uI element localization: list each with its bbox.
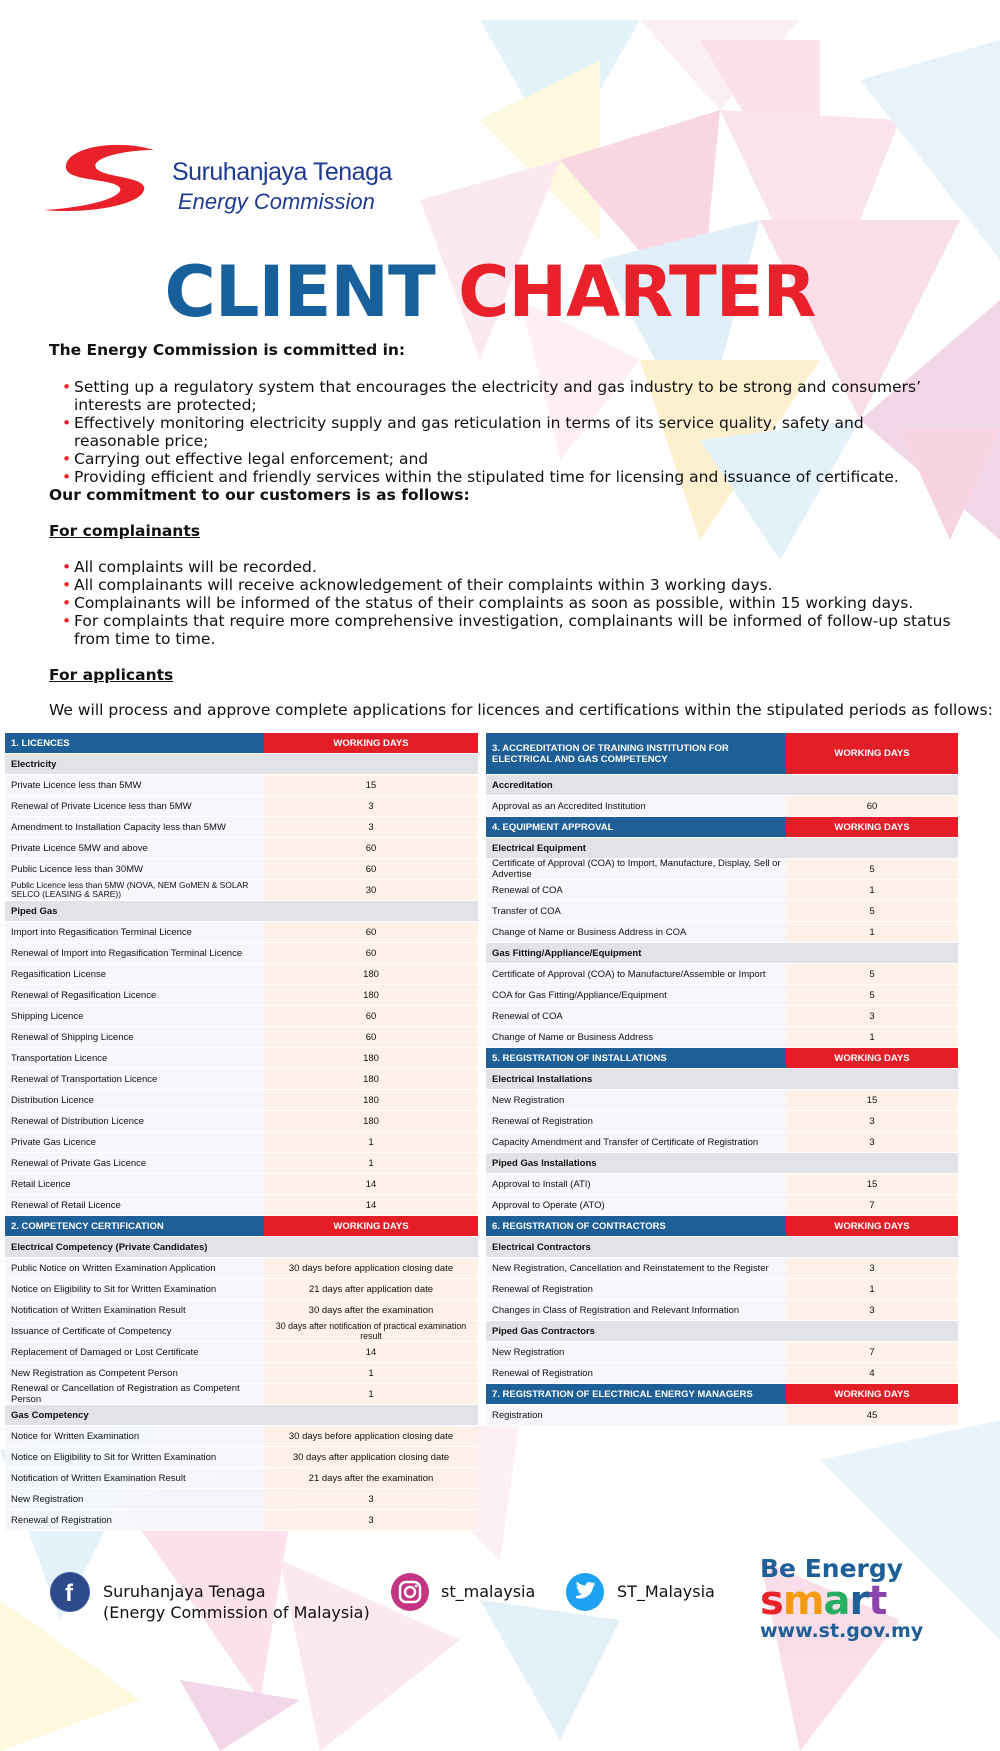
working-days-value: 180	[264, 985, 478, 1005]
section-header-row	[486, 817, 958, 838]
facebook-name[interactable]: Suruhanjaya Tenaga	[103, 1582, 266, 1601]
table-row	[486, 1006, 958, 1027]
working-days-value: 180	[264, 1090, 478, 1110]
working-days-value: 3	[786, 1300, 958, 1320]
table-row	[486, 1405, 958, 1426]
service-label: Renewal of Private Licence less than 5MW	[5, 796, 264, 816]
table-row	[5, 859, 478, 880]
table-row	[5, 1111, 478, 1132]
service-label: Renewal of Distribution Licence	[5, 1111, 264, 1131]
table-row	[5, 1006, 478, 1027]
smart-text	[760, 1578, 940, 1624]
working-days-value: 5	[786, 859, 958, 879]
working-days-value: 3	[786, 1111, 958, 1131]
section-title: 7. REGISTRATION OF ELECTRICAL ENERGY MANAGERS	[486, 1384, 786, 1404]
service-label: Import into Regasification Terminal Licence	[5, 922, 264, 942]
subsection-row	[486, 1069, 958, 1090]
logo-name-en: Energy Commission	[178, 189, 375, 214]
working-days-value: 3	[264, 796, 478, 816]
section-title: 5. REGISTRATION OF INSTALLATIONS	[486, 1048, 786, 1068]
service-label: Renewal of Import into Regasification Terminal Licence	[5, 943, 264, 963]
working-days-value: 30 days before application closing date	[264, 1426, 478, 1446]
be-energy-text: Be Energy	[760, 1554, 904, 1583]
smart-letter: t	[868, 1578, 887, 1624]
intro-bullet: • Effectively monitoring electricity supply and gas reticulation in terms of its service quality, safety and reasonable price;	[62, 414, 952, 450]
instagram-icon[interactable]	[390, 1572, 430, 1612]
service-label: Amendment to Installation Capacity less than 5MW	[5, 817, 264, 837]
section-title: 1. LICENCES	[5, 733, 264, 753]
facebook-subname[interactable]: (Energy Commission of Malaysia)	[103, 1603, 370, 1622]
subsection-title: Electrical Installations	[486, 1069, 958, 1089]
table-row	[5, 880, 478, 901]
table-row	[486, 1111, 958, 1132]
applicants-heading: For applicants	[49, 666, 174, 684]
table-row	[5, 775, 478, 796]
working-days-value: 30	[264, 880, 478, 900]
facebook-icon[interactable]	[50, 1572, 90, 1612]
table-row	[486, 1279, 958, 1300]
subsection-row	[486, 1321, 958, 1342]
working-days-value: 3	[264, 817, 478, 837]
working-days-value: 1	[264, 1384, 478, 1404]
service-label: Renewal of Registration	[486, 1363, 786, 1383]
service-label: New Registration	[486, 1342, 786, 1362]
table-row	[486, 985, 958, 1006]
working-days-value: 180	[264, 1069, 478, 1089]
service-label: New Registration, Cancellation and Reinstatement to the Register	[486, 1258, 786, 1278]
working-days-value: 30 days after notification of practical examination result	[264, 1321, 478, 1341]
table-row	[486, 1132, 958, 1153]
working-days-value: 14	[264, 1195, 478, 1215]
service-label: Approval to Install (ATI)	[486, 1174, 786, 1194]
section-header-row	[486, 733, 958, 775]
twitter-icon[interactable]	[565, 1572, 605, 1612]
page-title	[0, 252, 980, 332]
complainants-heading: For complainants	[49, 522, 200, 540]
service-label: Distribution Licence	[5, 1090, 264, 1110]
subsection-title: Piped Gas Installations	[486, 1153, 958, 1173]
service-label: Private Licence 5MW and above	[5, 838, 264, 858]
be-energy-smart-logo	[760, 1556, 940, 1642]
working-days-header: WORKING DAYS	[264, 1216, 478, 1236]
service-label: Renewal of Transportation Licence	[5, 1069, 264, 1089]
working-days-value: 30 days after application closing date	[264, 1447, 478, 1467]
subsection-row	[486, 1237, 958, 1258]
working-days-header: WORKING DAYS	[786, 1048, 958, 1068]
complainant-bullet: • For complaints that require more comprehensive investigation, complainants will be informed of follow-up status from time to time.	[62, 612, 952, 648]
table-row	[5, 796, 478, 817]
service-label: Public Licence less than 30MW	[5, 859, 264, 879]
complainant-bullet: • Complainants will be informed of the status of their complaints as soon as possible, within 15 working days.	[62, 594, 952, 612]
subsection-row	[5, 754, 478, 775]
working-days-value: 5	[786, 964, 958, 984]
table-row	[5, 1258, 478, 1279]
table-row	[5, 1384, 478, 1405]
working-days-value: 60	[786, 796, 958, 816]
working-days-value: 21 days after application date	[264, 1279, 478, 1299]
section-title: 2. COMPETENCY CERTIFICATION	[5, 1216, 264, 1236]
energy-commission-logo	[44, 142, 424, 220]
subsection-title: Piped Gas	[5, 901, 478, 921]
subsection-title: Electrical Equipment	[486, 838, 958, 858]
working-days-value: 180	[264, 1048, 478, 1068]
table-row	[5, 1426, 478, 1447]
subsection-title: Electrical Competency (Private Candidates)	[5, 1237, 478, 1257]
working-days-value: 15	[786, 1090, 958, 1110]
table-row	[5, 1132, 478, 1153]
working-days-value: 15	[786, 1174, 958, 1194]
service-label: New Registration	[5, 1489, 264, 1509]
service-label: Private Licence less than 5MW	[5, 775, 264, 795]
section-title: 3. ACCREDITATION OF TRAINING INSTITUTION FOR ELECTRICAL AND GAS COMPETENCY	[486, 733, 786, 774]
working-days-value: 1	[786, 1279, 958, 1299]
working-days-header: WORKING DAYS	[786, 733, 958, 774]
working-days-value: 3	[786, 1258, 958, 1278]
working-days-value: 1	[786, 922, 958, 942]
working-days-value: 7	[786, 1195, 958, 1215]
working-days-value: 30 days before application closing date	[264, 1258, 478, 1278]
service-label: Retail Licence	[5, 1174, 264, 1194]
smart-letter: m	[782, 1578, 824, 1624]
table-row	[486, 880, 958, 901]
table-row	[5, 1048, 478, 1069]
working-days-value: 1	[264, 1363, 478, 1383]
subsection-title: Accreditation	[486, 775, 958, 795]
working-days-value: 15	[264, 775, 478, 795]
working-days-header: WORKING DAYS	[786, 1384, 958, 1404]
subsection-row	[5, 1237, 478, 1258]
smart-letter: s	[760, 1578, 783, 1624]
subsection-title: Gas Competency	[5, 1405, 478, 1425]
working-days-header: WORKING DAYS	[264, 733, 478, 753]
service-label: Changes in Class of Registration and Relevant Information	[486, 1300, 786, 1320]
intro-bullet-list	[62, 378, 952, 486]
smart-letter: r	[849, 1578, 869, 1624]
logo-name-ms: Suruhanjaya Tenaga	[172, 158, 392, 186]
table-row	[486, 1195, 958, 1216]
working-days-value: 21 days after the examination	[264, 1468, 478, 1488]
table-row	[5, 1090, 478, 1111]
table-row	[5, 1447, 478, 1468]
table-row	[486, 1342, 958, 1363]
table-row	[5, 1069, 478, 1090]
working-days-value: 60	[264, 922, 478, 942]
working-days-value: 60	[264, 838, 478, 858]
intro-bullet: • Setting up a regulatory system that encourages the electricity and gas industry to be strong and consumers’ interests are protected;	[62, 378, 952, 414]
service-label: Renewal of Shipping Licence	[5, 1027, 264, 1047]
table-row	[5, 1174, 478, 1195]
subsection-row	[486, 775, 958, 796]
table-row	[486, 964, 958, 985]
working-days-value: 1	[786, 1027, 958, 1047]
title-client: CLIENT	[164, 251, 435, 333]
service-label: Renewal of Regasification Licence	[5, 985, 264, 1005]
table-row	[5, 1510, 478, 1531]
service-label: Renewal or Cancellation of Registration as Competent Person	[5, 1384, 264, 1404]
service-label: Renewal of Private Gas Licence	[5, 1153, 264, 1173]
working-days-value: 14	[264, 1342, 478, 1362]
service-label: Approval as an Accredited Institution	[486, 796, 786, 816]
complainants-bullet-list	[62, 558, 952, 648]
service-label: Renewal of Retail Licence	[5, 1195, 264, 1215]
complainant-bullet: • All complaints will be recorded.	[62, 558, 952, 576]
intro-bullet: • Carrying out effective legal enforcement; and	[62, 450, 952, 468]
table-row	[5, 1195, 478, 1216]
working-days-value: 30 days after the examination	[264, 1300, 478, 1320]
table-row	[486, 1363, 958, 1384]
subsection-title: Electricity	[5, 754, 478, 774]
service-label: Notice on Eligibility to Sit for Written Examination	[5, 1447, 264, 1467]
working-days-value: 5	[786, 901, 958, 921]
working-days-value: 1	[264, 1132, 478, 1152]
subsection-row	[5, 901, 478, 922]
working-days-header: WORKING DAYS	[786, 1216, 958, 1236]
section-header-row	[5, 733, 478, 754]
svg-text:f: f	[65, 1580, 73, 1607]
service-label: Notice for Written Examination	[5, 1426, 264, 1446]
service-label: Renewal of COA	[486, 880, 786, 900]
table-row	[5, 1342, 478, 1363]
table-row	[5, 838, 478, 859]
table-row	[486, 1300, 958, 1321]
service-label: Public Notice on Written Examination Application	[5, 1258, 264, 1278]
table-row	[5, 1489, 478, 1510]
table-row	[5, 1027, 478, 1048]
right-working-days-table	[486, 733, 958, 1426]
intro-heading: The Energy Commission is committed in:	[49, 341, 406, 359]
title-charter: CHARTER	[458, 251, 816, 333]
service-label: Regasification License	[5, 964, 264, 984]
service-label: Certificate of Approval (COA) to Import, Manufacture, Display, Sell or Advertise	[486, 859, 786, 879]
service-label: New Registration as Competent Person	[5, 1363, 264, 1383]
working-days-value: 3	[264, 1489, 478, 1509]
section-header-row	[486, 1216, 958, 1237]
subsection-row	[5, 1405, 478, 1426]
table-row	[486, 1090, 958, 1111]
service-label: Transportation Licence	[5, 1048, 264, 1068]
table-row	[5, 817, 478, 838]
service-label: Issuance of Certificate of Competency	[5, 1321, 264, 1341]
table-row	[5, 964, 478, 985]
service-label: Public Licence less than 5MW (NOVA, NEM GoMEN & SOLAR SELCO (LEASING & SARE))	[5, 880, 264, 900]
service-label: Capacity Amendment and Transfer of Certificate of Registration	[486, 1132, 786, 1152]
table-row	[5, 943, 478, 964]
website-url[interactable]: www.st.gov.my	[760, 1620, 924, 1642]
section-header-row	[5, 1216, 478, 1237]
applicants-text: We will process and approve complete applications for licences and certifications within the stipulated periods as follows:	[49, 701, 993, 719]
service-label: Change of Name or Business Address in COA	[486, 922, 786, 942]
twitter-handle[interactable]: ST_Malaysia	[617, 1582, 715, 1601]
service-label: Change of Name or Business Address	[486, 1027, 786, 1047]
service-label: Notification of Written Examination Result	[5, 1300, 264, 1320]
table-row	[5, 1468, 478, 1489]
service-label: New Registration	[486, 1090, 786, 1110]
service-label: Renewal of Registration	[486, 1111, 786, 1131]
section-header-row	[486, 1384, 958, 1405]
subsection-row	[486, 838, 958, 859]
table-row	[486, 1258, 958, 1279]
working-days-value: 60	[264, 859, 478, 879]
service-label: Replacement of Damaged or Lost Certificate	[5, 1342, 264, 1362]
table-row	[486, 922, 958, 943]
table-row	[5, 1363, 478, 1384]
service-label: Renewal of COA	[486, 1006, 786, 1026]
working-days-value: 1	[264, 1153, 478, 1173]
service-label: Notification of Written Examination Result	[5, 1468, 264, 1488]
working-days-value: 3	[264, 1510, 478, 1530]
table-row	[486, 1174, 958, 1195]
working-days-value: 180	[264, 964, 478, 984]
service-label: Transfer of COA	[486, 901, 786, 921]
working-days-header: WORKING DAYS	[786, 817, 958, 837]
table-row	[5, 1153, 478, 1174]
intro-bullet: • Providing efficient and friendly services within the stipulated time for licensing and issuance of certificate.	[62, 468, 952, 486]
left-working-days-table	[5, 733, 478, 1531]
subsection-title: Piped Gas Contractors	[486, 1321, 958, 1341]
table-row	[5, 1321, 478, 1342]
working-days-value: 3	[786, 1132, 958, 1152]
table-row	[5, 985, 478, 1006]
subsection-title: Gas Fitting/Appliance/Equipment	[486, 943, 958, 963]
working-days-value: 7	[786, 1342, 958, 1362]
service-label: Renewal of Registration	[486, 1279, 786, 1299]
working-days-value: 45	[786, 1405, 958, 1425]
instagram-handle[interactable]: st_malaysia	[441, 1582, 536, 1601]
working-days-value: 3	[786, 1006, 958, 1026]
working-days-value: 60	[264, 1006, 478, 1026]
logo-swoosh-icon	[44, 142, 174, 214]
service-label: Certificate of Approval (COA) to Manufacture/Assemble or Import	[486, 964, 786, 984]
working-days-value: 5	[786, 985, 958, 1005]
service-label: COA for Gas Fitting/Appliance/Equipment	[486, 985, 786, 1005]
service-label: Renewal of Registration	[5, 1510, 264, 1530]
subsection-title: Electrical Contractors	[486, 1237, 958, 1257]
section-title: 4. EQUIPMENT APPROVAL	[486, 817, 786, 837]
service-label: Shipping Licence	[5, 1006, 264, 1026]
section-title: 6. REGISTRATION OF CONTRACTORS	[486, 1216, 786, 1236]
table-row	[5, 922, 478, 943]
service-label: Notice on Eligibility to Sit for Written Examination	[5, 1279, 264, 1299]
smart-letter: a	[823, 1578, 850, 1624]
working-days-value: 14	[264, 1174, 478, 1194]
complainant-bullet: • All complainants will receive acknowledgement of their complaints within 3 working days.	[62, 576, 952, 594]
service-label: Approval to Operate (ATO)	[486, 1195, 786, 1215]
working-days-value: 180	[264, 1111, 478, 1131]
table-row	[5, 1279, 478, 1300]
section-header-row	[486, 1048, 958, 1069]
working-days-value: 1	[786, 880, 958, 900]
table-row	[486, 859, 958, 880]
service-label: Private Gas Licence	[5, 1132, 264, 1152]
commitment-heading: Our commitment to our customers is as follows:	[49, 486, 470, 504]
working-days-value: 60	[264, 1027, 478, 1047]
table-row	[486, 901, 958, 922]
subsection-row	[486, 1153, 958, 1174]
subsection-row	[486, 943, 958, 964]
service-label: Registration	[486, 1405, 786, 1425]
table-row	[486, 796, 958, 817]
working-days-value: 60	[264, 943, 478, 963]
working-days-value: 4	[786, 1363, 958, 1383]
table-row	[5, 1300, 478, 1321]
table-row	[486, 1027, 958, 1048]
